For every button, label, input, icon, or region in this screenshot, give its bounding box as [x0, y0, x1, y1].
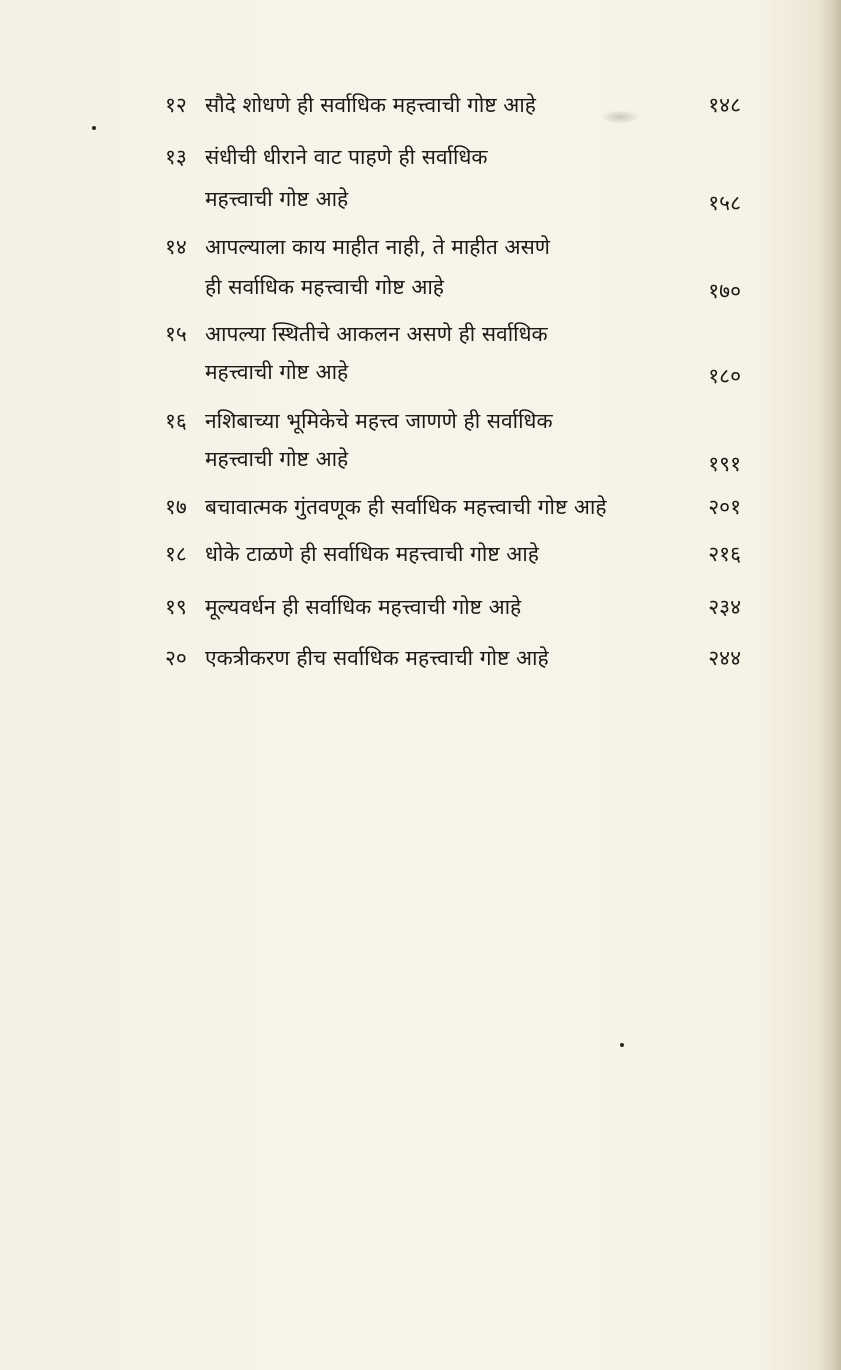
page-number: २१६: [708, 542, 741, 566]
page-number: १४८: [708, 93, 741, 117]
speck: [620, 1043, 624, 1047]
chapter-number: २०: [165, 646, 187, 670]
page-number: १५८: [708, 191, 741, 215]
chapter-number: १९: [165, 595, 187, 619]
chapter-title: बचावात्मक गुंतवणूक ही सर्वाधिक महत्त्वाची गोष्ट आहे: [205, 495, 607, 519]
chapter-number: १३: [165, 145, 187, 169]
chapter-number: १४: [165, 235, 187, 259]
chapter-title-continued: महत्त्वाची गोष्ट आहे: [205, 187, 349, 211]
page-number: २४४: [708, 646, 741, 670]
page-number: १९१: [708, 452, 741, 476]
chapter-title-continued: महत्त्वाची गोष्ट आहे: [205, 447, 349, 471]
chapter-title: आपल्या स्थितीचे आकलन असणे ही सर्वाधिक: [205, 322, 548, 346]
chapter-title: मूल्यवर्धन ही सर्वाधिक महत्त्वाची गोष्ट आहे: [205, 595, 522, 619]
chapter-number: १६: [165, 409, 187, 433]
chapter-title: आपल्याला काय माहीत नाही, ते माहीत असणे: [205, 235, 550, 259]
speck: [92, 126, 96, 130]
page-number: २०१: [708, 495, 741, 519]
page-edge-shadow: [819, 0, 841, 1370]
page-number: १७०: [708, 279, 741, 303]
chapter-number: १८: [165, 542, 187, 566]
page-number: २३४: [708, 595, 741, 619]
chapter-title: धोके टाळणे ही सर्वाधिक महत्त्वाची गोष्ट आहे: [205, 542, 539, 566]
chapter-title: एकत्रीकरण हीच सर्वाधिक महत्त्वाची गोष्ट आहे: [205, 646, 549, 670]
page-number: १८०: [708, 364, 741, 388]
chapter-title-continued: महत्त्वाची गोष्ट आहे: [205, 360, 349, 384]
chapter-title: नशिबाच्या भूमिकेचे महत्त्व जाणणे ही सर्वाधिक: [205, 409, 553, 433]
chapter-title: सौदे शोधणे ही सर्वाधिक महत्त्वाची गोष्ट आहे: [205, 93, 536, 117]
chapter-number: १७: [165, 495, 187, 519]
chapter-title-continued: ही सर्वाधिक महत्त्वाची गोष्ट आहे: [205, 275, 444, 299]
chapter-number: १२: [165, 93, 187, 117]
chapter-title: संधीची धीराने वाट पाहणे ही सर्वाधिक: [205, 145, 488, 169]
chapter-number: १५: [165, 322, 187, 346]
ink-smudge: [600, 110, 640, 124]
